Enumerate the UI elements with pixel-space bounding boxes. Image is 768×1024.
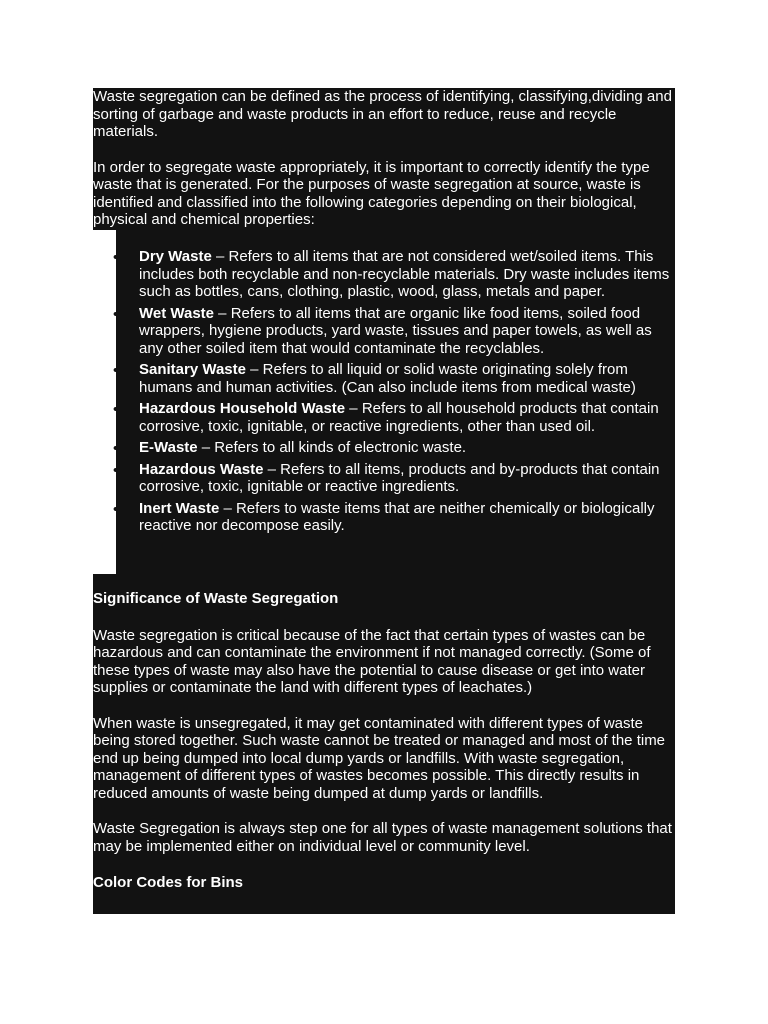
category-description: – Refers to all items that are organic like food items, soiled food wrappers, hygiene products, yard waste, tissues and paper towels, as well as any other soiled item that would contaminate the recyclables. [139, 304, 652, 357]
category-term: E-Waste [139, 439, 198, 456]
list-item-inert-waste [93, 500, 677, 535]
category-term: Wet Waste [139, 304, 215, 322]
category-term: Inert Waste [139, 499, 220, 517]
bullet-icon: • [113, 249, 119, 266]
significance-heading: Significance of Waste Segregation [93, 590, 339, 607]
list-item-hazardous-waste [93, 461, 677, 496]
category-description: – Refers to all items, products and by-products that contain corrosive, toxic, ignitable or reactive ingredients. [139, 460, 660, 495]
list-item-sanitary-waste [93, 361, 677, 396]
waste-category-list [93, 248, 677, 539]
significance-paragraph-2: When waste is unsegregated, it may get contaminated with different types of waste being stored together. Such waste cannot be treated or managed and most of the time end up being dumped into local dump yards or landfills. With waste segregation, management of different types of wastes becomes possible. This directly results in reduced amounts of waste being dumped at dump yards or landfills. [93, 714, 666, 802]
bullet-icon: • [113, 440, 119, 457]
category-term: Hazardous Waste [139, 460, 264, 478]
category-description: – Refers to all items that are not considered wet/soiled items. This includes both recyclable and non-recyclable materials. Dry waste includes items such as bottles, cans, clothing, plastic, wood, glass, metals and paper. [139, 248, 670, 300]
bullet-icon: • [113, 401, 119, 418]
intro-paragraph-2: In order to segregate waste appropriately, it is important to correctly identify the type waste that is generated. For the purposes of waste segregation at source, waste is identified and classified into the following categories depending on their biological, physical and chemical properties: [93, 158, 650, 228]
category-description: – Refers to all liquid or solid waste originating solely from humans and human activities. (Can also include items from medical waste) [139, 361, 636, 396]
intro-paragraph-1: Waste segregation can be defined as the process of identifying, classifying,dividing and sorting of garbage and waste products in an effort to reduce, reuse and recycle materials. [93, 88, 672, 140]
category-term: Hazardous Household Waste [139, 400, 346, 417]
list-item-wet-waste [93, 305, 677, 358]
category-description: – Refers to waste items that are neither chemically or biologically reactive nor decompose easily. [139, 499, 655, 534]
significance-section [93, 590, 677, 892]
list-item-dry-waste [93, 248, 677, 301]
color-codes-heading: Color Codes for Bins [93, 874, 244, 891]
significance-paragraph-3: Waste Segregation is always step one for all types of waste management solutions that may be implemented either on individual level or community level. [93, 820, 672, 855]
bullet-icon: • [113, 305, 119, 323]
bullet-icon: • [113, 500, 119, 518]
category-term: Dry Waste [139, 248, 212, 265]
intro-section [93, 88, 677, 229]
category-description: – Refers to all household products that contain corrosive, toxic, ignitable, or reactive ingredients, other than used oil. [139, 400, 659, 435]
list-item-e-waste [93, 439, 677, 457]
bullet-icon: • [113, 461, 119, 479]
list-item-hazardous-household-waste [93, 400, 677, 435]
category-description: – Refers to all kinds of electronic waste. [197, 439, 467, 456]
significance-paragraph-1: Waste segregation is critical because of the fact that certain types of wastes can be hazardous and can contaminate the environment if not managed correctly. (Some of these types of waste may also have the potential to cause disease or get into water supplies or contaminate the land with different types of leachates.) [93, 626, 651, 696]
bullet-icon: • [113, 362, 119, 379]
category-term: Sanitary Waste [139, 361, 246, 378]
